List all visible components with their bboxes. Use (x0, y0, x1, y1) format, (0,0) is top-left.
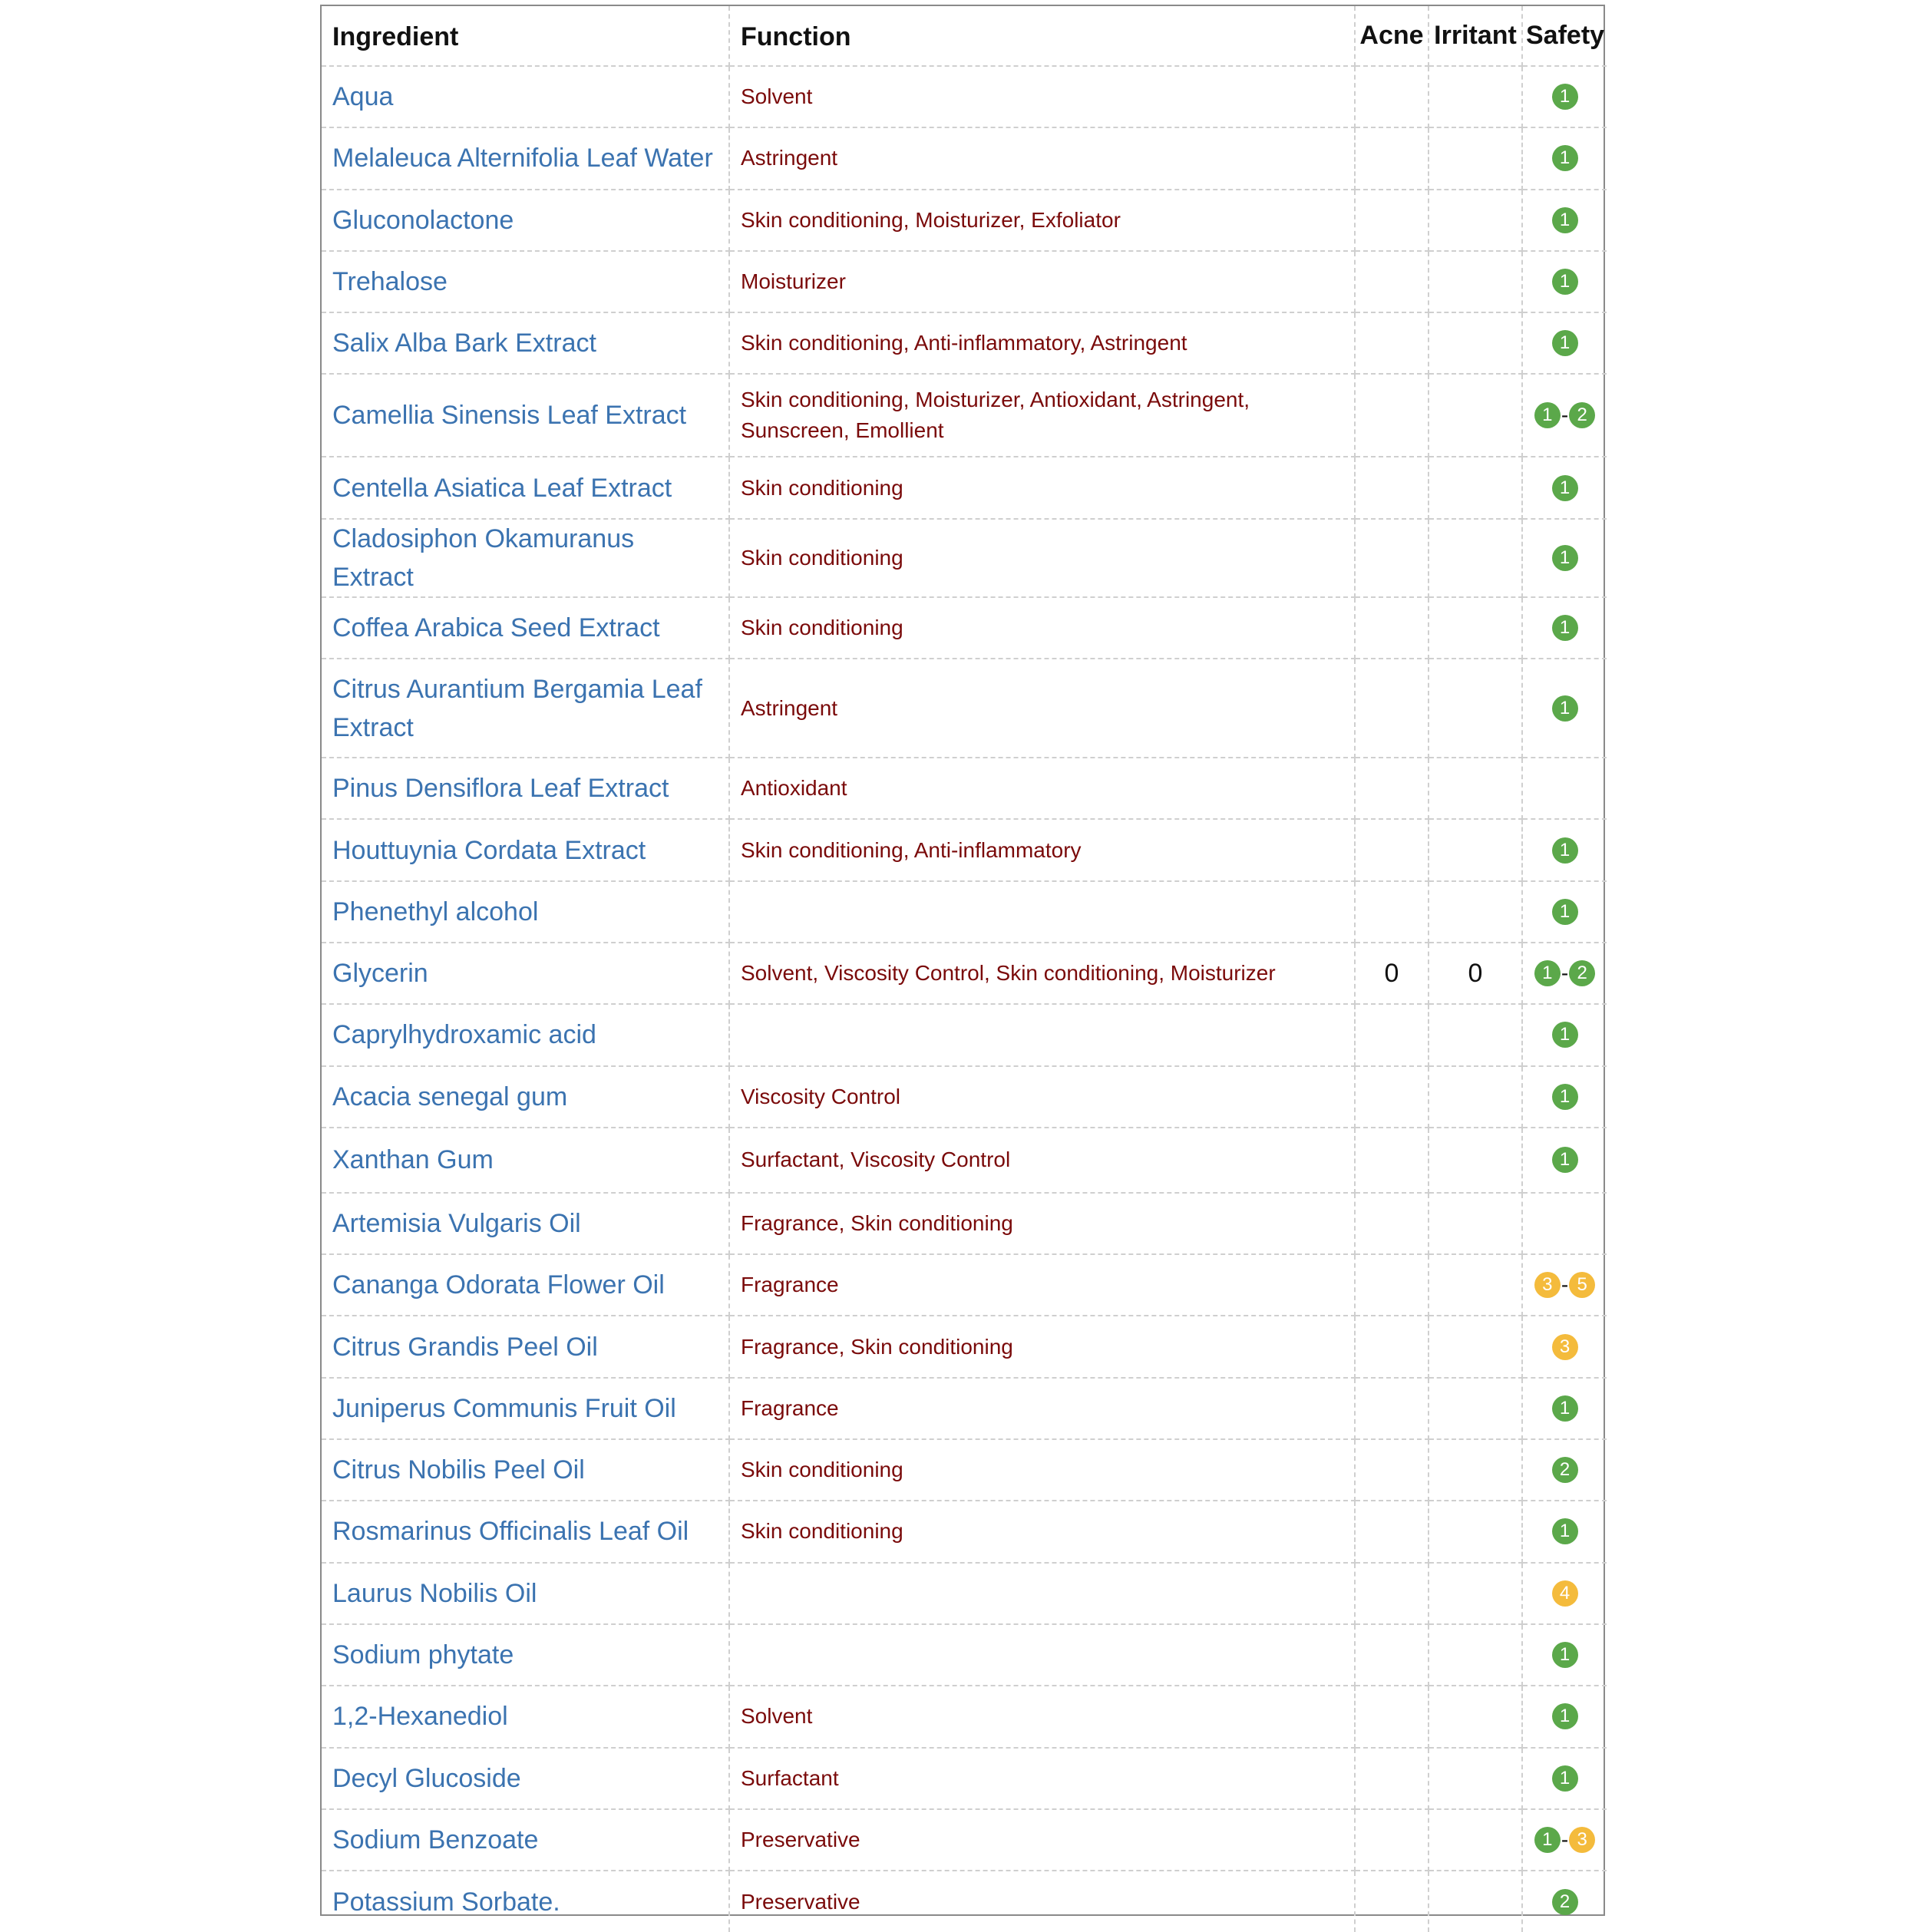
function-cell: Skin conditioning (729, 597, 1355, 659)
function-cell: Skin conditioning, Anti-inflammatory, Astringent (729, 312, 1355, 374)
irritant-rating-cell (1429, 251, 1522, 312)
ingredient-link[interactable]: Laurus Nobilis Oil (322, 1563, 729, 1624)
safety-score-badge: 1 (1552, 207, 1578, 233)
acne-rating-cell: 0 (1355, 943, 1429, 1004)
function-cell: Viscosity Control (729, 1066, 1355, 1128)
safety-score-badge: 1 (1552, 1765, 1578, 1792)
safety-score-badge: 1 (1552, 84, 1578, 110)
irritant-rating-cell (1429, 1439, 1522, 1501)
irritant-rating-cell (1429, 1501, 1522, 1562)
function-cell: Preservative (729, 1809, 1355, 1871)
safety-rating-cell (1522, 659, 1607, 758)
ingredient-link[interactable]: Camellia Sinensis Leaf Extract (322, 374, 729, 457)
acne-rating-cell (1355, 1439, 1429, 1501)
function-cell: Astringent (729, 127, 1355, 189)
ingredient-link[interactable]: Caprylhydroxamic acid (322, 1004, 729, 1065)
ingredient-link[interactable]: Artemisia Vulgaris Oil (322, 1193, 729, 1254)
acne-rating-cell (1355, 1378, 1429, 1439)
table-row (322, 1501, 1607, 1562)
ingredient-link[interactable]: Sodium phytate (322, 1624, 729, 1686)
column-header-irritant: Irritant (1429, 6, 1522, 66)
safety-rating-cell (1522, 1501, 1607, 1562)
acne-rating-cell (1355, 1193, 1429, 1254)
safety-score-badge: 1 (1552, 695, 1578, 722)
acne-rating-cell (1355, 127, 1429, 189)
function-cell (729, 1004, 1355, 1065)
acne-rating-cell (1355, 1686, 1429, 1747)
safety-score-badge: 1 (1552, 269, 1578, 295)
ingredient-link[interactable]: Melaleuca Alternifolia Leaf Water (322, 127, 729, 189)
table-row (322, 1254, 1607, 1316)
table-row (322, 312, 1607, 374)
table-row (322, 819, 1607, 880)
safety-rating-cell (1522, 1748, 1607, 1809)
table-row (322, 659, 1607, 758)
irritant-rating-cell (1429, 1809, 1522, 1871)
safety-rating-cell (1522, 1624, 1607, 1686)
acne-rating-cell (1355, 251, 1429, 312)
safety-rating-cell (1522, 819, 1607, 880)
irritant-rating-cell (1429, 659, 1522, 758)
safety-score-badge: 3 (1534, 1272, 1561, 1298)
safety-score-badge: 1 (1552, 330, 1578, 356)
safety-rating-cell (1522, 519, 1607, 597)
ingredient-link[interactable]: Decyl Glucoside (322, 1748, 729, 1809)
function-cell: Fragrance (729, 1378, 1355, 1439)
acne-rating-cell (1355, 374, 1429, 457)
safety-rating-cell (1522, 1316, 1607, 1377)
irritant-rating-cell (1429, 1748, 1522, 1809)
safety-score-badge: 1 (1552, 475, 1578, 501)
ingredient-link[interactable]: Potassium Sorbate. (322, 1871, 729, 1932)
safety-score-badge: 3 (1552, 1334, 1578, 1360)
safety-rating-cell (1522, 1871, 1607, 1932)
irritant-rating-cell (1429, 1316, 1522, 1377)
ingredient-link[interactable]: Salix Alba Bark Extract (322, 312, 729, 374)
ingredient-link[interactable]: Houttuynia Cordata Extract (322, 819, 729, 880)
safety-rating-cell (1522, 1254, 1607, 1316)
function-cell: Skin conditioning (729, 1501, 1355, 1562)
acne-rating-cell (1355, 819, 1429, 880)
irritant-rating-cell (1429, 1254, 1522, 1316)
table-row (322, 66, 1607, 127)
irritant-rating-cell (1429, 457, 1522, 518)
safety-rating-cell (1522, 1809, 1607, 1871)
irritant-rating-cell (1429, 1128, 1522, 1193)
table-header-row (322, 6, 1607, 66)
acne-rating-cell (1355, 312, 1429, 374)
irritant-rating-cell (1429, 1066, 1522, 1128)
safety-rating-cell (1522, 1004, 1607, 1065)
irritant-rating-cell (1429, 1563, 1522, 1624)
irritant-rating-cell: 0 (1429, 943, 1522, 1004)
function-cell: Skin conditioning (729, 519, 1355, 597)
function-cell: Skin conditioning, Anti-inflammatory (729, 819, 1355, 880)
safety-rating-cell (1522, 251, 1607, 312)
irritant-rating-cell (1429, 66, 1522, 127)
table-row (322, 1563, 1607, 1624)
safety-score-badge: 3 (1569, 1827, 1595, 1853)
acne-rating-cell (1355, 66, 1429, 127)
ingredient-link[interactable]: Pinus Densiflora Leaf Extract (322, 758, 729, 819)
irritant-rating-cell (1429, 374, 1522, 457)
function-cell: Solvent (729, 66, 1355, 127)
ingredient-link[interactable]: Centella Asiatica Leaf Extract (322, 457, 729, 518)
ingredient-link[interactable]: Xanthan Gum (322, 1128, 729, 1193)
function-cell: Skin conditioning, Moisturizer, Antioxidant, Astringent, Sunscreen, Emollient (729, 374, 1355, 457)
ingredient-link[interactable]: Rosmarinus Officinalis Leaf Oil (322, 1501, 729, 1562)
safety-rating-cell (1522, 1066, 1607, 1128)
safety-score-badge: 5 (1569, 1272, 1595, 1298)
acne-rating-cell (1355, 1066, 1429, 1128)
table-row (322, 1439, 1607, 1501)
safety-rating-cell (1522, 1686, 1607, 1747)
acne-rating-cell (1355, 659, 1429, 758)
safety-rating-cell (1522, 1128, 1607, 1193)
safety-score-badge: 2 (1552, 1889, 1578, 1915)
irritant-rating-cell (1429, 819, 1522, 880)
table-row (322, 1004, 1607, 1065)
acne-rating-cell (1355, 1004, 1429, 1065)
function-cell: Astringent (729, 659, 1355, 758)
column-header-safety: Safety (1522, 6, 1607, 66)
function-cell (729, 881, 1355, 943)
acne-rating-cell (1355, 1501, 1429, 1562)
safety-score-badge: 1 (1552, 1703, 1578, 1729)
safety-score-badge: 1 (1552, 145, 1578, 171)
safety-score-badge: 1 (1552, 1084, 1578, 1110)
acne-rating-cell (1355, 519, 1429, 597)
table-row (322, 1748, 1607, 1809)
safety-score-badge: 1 (1534, 960, 1561, 986)
table-row (322, 457, 1607, 518)
table-row (322, 758, 1607, 819)
ingredient-link[interactable]: Gluconolactone (322, 190, 729, 251)
ingredient-link[interactable]: Cladosiphon Okamuranus Extract (322, 519, 729, 597)
acne-rating-cell (1355, 1316, 1429, 1377)
safety-range-dash: - (1561, 1827, 1569, 1851)
safety-rating-cell (1522, 943, 1607, 1004)
safety-score-badge: 4 (1552, 1580, 1578, 1607)
table-row (322, 1193, 1607, 1254)
safety-rating-cell (1522, 1193, 1607, 1254)
safety-score-badge: 2 (1569, 960, 1595, 986)
table-row (322, 1378, 1607, 1439)
column-header-ingredient: Ingredient (322, 6, 729, 66)
table-row (322, 943, 1607, 1004)
safety-rating-cell (1522, 1378, 1607, 1439)
acne-rating-cell (1355, 1563, 1429, 1624)
function-cell (729, 1624, 1355, 1686)
safety-rating-cell (1522, 758, 1607, 819)
safety-rating-cell (1522, 127, 1607, 189)
safety-rating-cell (1522, 1563, 1607, 1624)
acne-rating-cell (1355, 457, 1429, 518)
acne-rating-cell (1355, 597, 1429, 659)
function-cell: Moisturizer (729, 251, 1355, 312)
ingredients-table-container (320, 5, 1605, 1916)
safety-score-badge: 1 (1552, 1395, 1578, 1422)
table-row (322, 127, 1607, 189)
irritant-rating-cell (1429, 1193, 1522, 1254)
table-row (322, 251, 1607, 312)
safety-score-badge: 1 (1552, 1518, 1578, 1544)
irritant-rating-cell (1429, 1004, 1522, 1065)
table-row (322, 1316, 1607, 1377)
function-cell: Fragrance, Skin conditioning (729, 1316, 1355, 1377)
safety-rating-cell (1522, 374, 1607, 457)
safety-rating-cell (1522, 190, 1607, 251)
safety-rating-cell (1522, 881, 1607, 943)
function-cell: Preservative (729, 1871, 1355, 1932)
function-cell: Surfactant (729, 1748, 1355, 1809)
function-cell: Fragrance (729, 1254, 1355, 1316)
safety-range-dash: - (1561, 403, 1569, 428)
irritant-rating-cell (1429, 881, 1522, 943)
irritant-rating-cell (1429, 190, 1522, 251)
table-row (322, 881, 1607, 943)
safety-rating-cell (1522, 312, 1607, 374)
ingredient-link[interactable]: Coffea Arabica Seed Extract (322, 597, 729, 659)
acne-rating-cell (1355, 758, 1429, 819)
ingredient-link[interactable]: Phenethyl alcohol (322, 881, 729, 943)
function-cell: Antioxidant (729, 758, 1355, 819)
safety-score-badge: 1 (1552, 545, 1578, 571)
irritant-rating-cell (1429, 1624, 1522, 1686)
column-header-function: Function (729, 6, 1355, 66)
safety-score-badge: 1 (1534, 402, 1561, 428)
ingredient-link[interactable]: Cananga Odorata Flower Oil (322, 1254, 729, 1316)
acne-rating-cell (1355, 190, 1429, 251)
safety-rating-cell (1522, 457, 1607, 518)
acne-rating-cell (1355, 881, 1429, 943)
ingredient-link[interactable]: Acacia senegal gum (322, 1066, 729, 1128)
safety-score-badge: 1 (1552, 899, 1578, 925)
table-row (322, 1809, 1607, 1871)
irritant-rating-cell (1429, 519, 1522, 597)
acne-rating-cell (1355, 1254, 1429, 1316)
ingredient-link[interactable]: Citrus Nobilis Peel Oil (322, 1439, 729, 1501)
irritant-rating-cell (1429, 312, 1522, 374)
function-cell: Surfactant, Viscosity Control (729, 1128, 1355, 1193)
function-cell (729, 1563, 1355, 1624)
irritant-rating-cell (1429, 127, 1522, 189)
safety-rating-cell (1522, 597, 1607, 659)
ingredient-link[interactable]: Sodium Benzoate (322, 1809, 729, 1871)
table-row (322, 1871, 1607, 1932)
acne-rating-cell (1355, 1809, 1429, 1871)
table-body (322, 66, 1607, 1932)
safety-score-badge: 1 (1552, 1642, 1578, 1668)
ingredient-link[interactable]: Citrus Grandis Peel Oil (322, 1316, 729, 1377)
table-row (322, 1624, 1607, 1686)
acne-rating-cell (1355, 1871, 1429, 1932)
ingredient-link[interactable]: 1,2-Hexanediol (322, 1686, 729, 1747)
ingredient-link[interactable]: Glycerin (322, 943, 729, 1004)
function-cell: Solvent, Viscosity Control, Skin conditioning, Moisturizer (729, 943, 1355, 1004)
safety-score-badge: 1 (1552, 1147, 1578, 1173)
function-cell: Solvent (729, 1686, 1355, 1747)
table-row (322, 190, 1607, 251)
function-cell: Fragrance, Skin conditioning (729, 1193, 1355, 1254)
ingredient-link[interactable]: Aqua (322, 66, 729, 127)
irritant-rating-cell (1429, 1871, 1522, 1932)
safety-score-badge: 2 (1552, 1457, 1578, 1483)
function-cell: Skin conditioning (729, 1439, 1355, 1501)
irritant-rating-cell (1429, 1686, 1522, 1747)
table-row (322, 519, 1607, 597)
safety-rating-cell (1522, 1439, 1607, 1501)
safety-score-badge: 2 (1569, 402, 1595, 428)
function-cell: Skin conditioning (729, 457, 1355, 518)
safety-range-dash: - (1561, 1273, 1569, 1297)
ingredient-link[interactable]: Trehalose (322, 251, 729, 312)
irritant-rating-cell (1429, 1378, 1522, 1439)
safety-range-dash: - (1561, 961, 1569, 986)
safety-score-badge: 1 (1552, 837, 1578, 864)
ingredients-table (322, 6, 1607, 1932)
function-cell: Skin conditioning, Moisturizer, Exfoliator (729, 190, 1355, 251)
ingredient-link[interactable]: Juniperus Communis Fruit Oil (322, 1378, 729, 1439)
ingredient-link[interactable]: Citrus Aurantium Bergamia Leaf Extract (322, 659, 729, 758)
irritant-rating-cell (1429, 597, 1522, 659)
acne-rating-cell (1355, 1128, 1429, 1193)
acne-rating-cell (1355, 1748, 1429, 1809)
safety-rating-cell (1522, 66, 1607, 127)
table-row (322, 1066, 1607, 1128)
table-row (322, 374, 1607, 457)
column-header-acne: Acne (1355, 6, 1429, 66)
safety-score-badge: 1 (1552, 615, 1578, 641)
safety-score-badge: 1 (1534, 1827, 1561, 1853)
table-row (322, 1128, 1607, 1193)
acne-rating-cell (1355, 1624, 1429, 1686)
safety-score-badge: 1 (1552, 1022, 1578, 1048)
table-row (322, 1686, 1607, 1747)
table-row (322, 597, 1607, 659)
irritant-rating-cell (1429, 758, 1522, 819)
